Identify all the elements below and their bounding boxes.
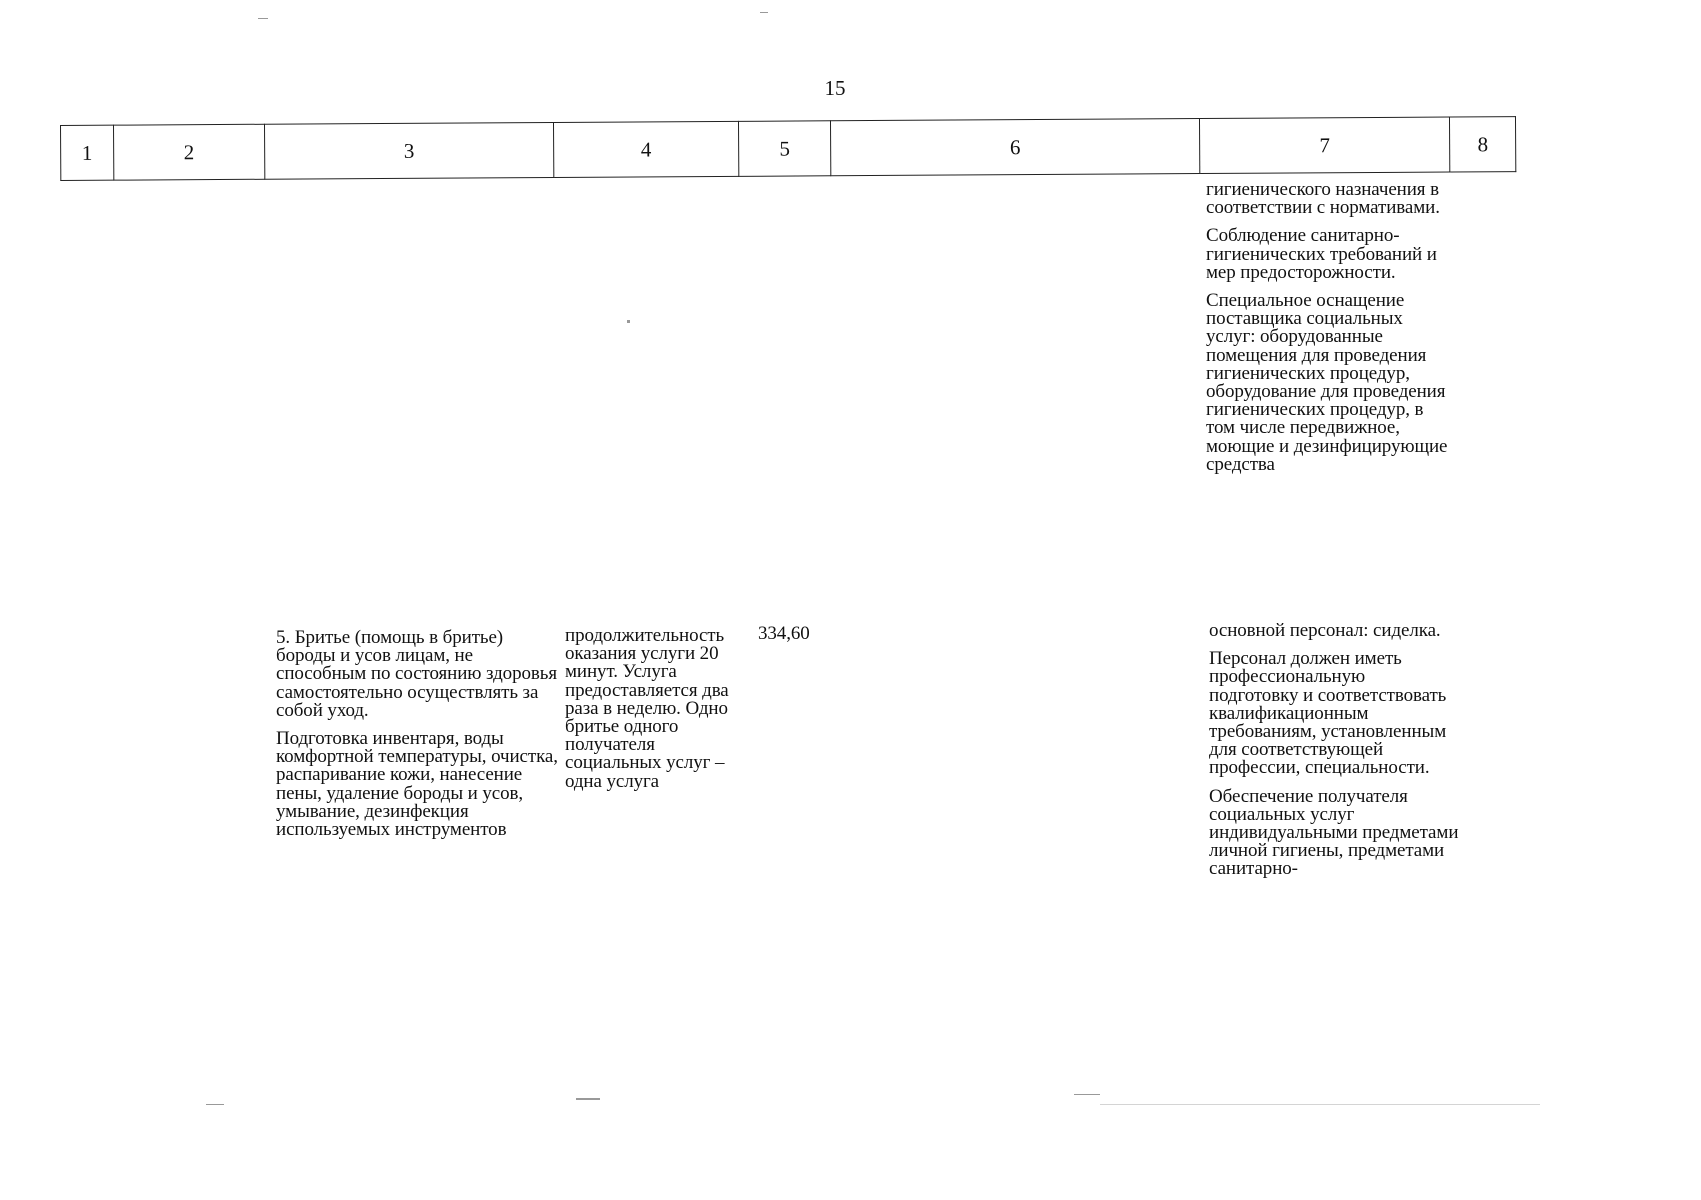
col7-paragraph: Обеспечение получателя социальных услуг индивидуальными предметами личной гигиены, предметами санитарно- [1209, 785, 1459, 880]
scan-speck [1100, 1104, 1540, 1105]
service-conditions-cell [1209, 622, 1459, 889]
header-cell-2: 2 [113, 124, 264, 180]
col7-paragraph: основной персонал: сиделка. [1209, 620, 1441, 641]
service-description: Подготовка инвентаря, воды комфортной температуры, очистка, распаривание кожи, нанесение пены, удаление бороды и усов, умывание, дезинфекция используемых инструментов [276, 728, 558, 841]
header-cell-6: 6 [831, 119, 1200, 176]
top-section-col7 [1206, 181, 1456, 484]
service-volume-cell [565, 627, 740, 801]
service-price: 334,60 [758, 623, 810, 644]
scan-speck [1074, 1094, 1100, 1095]
scan-speck [258, 18, 268, 19]
scan-speck [206, 1104, 224, 1105]
scan-speck [627, 320, 630, 323]
service-title: 5. Бритье (помощь в бритье) бороды и усов лицам, не способным по состоянию здоровья самостоятельно осуществлять за собой уход. [276, 627, 557, 721]
header-cell-3: 3 [264, 122, 553, 179]
col7-paragraph: гигиенического назначения в соответствии с нормативами. [1206, 179, 1440, 219]
header-row [61, 117, 1516, 181]
col7-paragraph: Специальное оснащение поставщика социальных услуг: оборудованные помещения для проведения гигиенических процедур, оборудование для проведения гигиенических процедур, в том числе передвижное, моющие и дезинфицирующие средства [1206, 290, 1448, 475]
page-number: 15 [824, 76, 846, 100]
scan-speck [576, 1098, 600, 1100]
header-cell-8: 8 [1450, 117, 1516, 172]
header-cell-4: 4 [553, 121, 738, 177]
header-cell-7: 7 [1199, 117, 1450, 174]
header-cell-1: 1 [61, 125, 114, 180]
service-price-cell [758, 625, 838, 653]
service-volume-text: продолжительность оказания услуги 20 минут. Услуга предоставляется два раза в неделю. Одно бритье одного получателя социальных услуг – одна услуга [565, 625, 729, 792]
service-name-cell [276, 629, 558, 849]
col7-paragraph: Соблюдение санитарно-гигиенических требований и мер предосторожности. [1206, 225, 1437, 283]
col7-paragraph: Персонал должен иметь профессиональную подготовку и соответствовать квалификационным требованиям, установленным для соответствующей профессии, специальности. [1209, 648, 1447, 779]
column-header-table [60, 116, 1516, 181]
scan-speck [760, 12, 768, 13]
header-cell-5: 5 [738, 121, 831, 177]
